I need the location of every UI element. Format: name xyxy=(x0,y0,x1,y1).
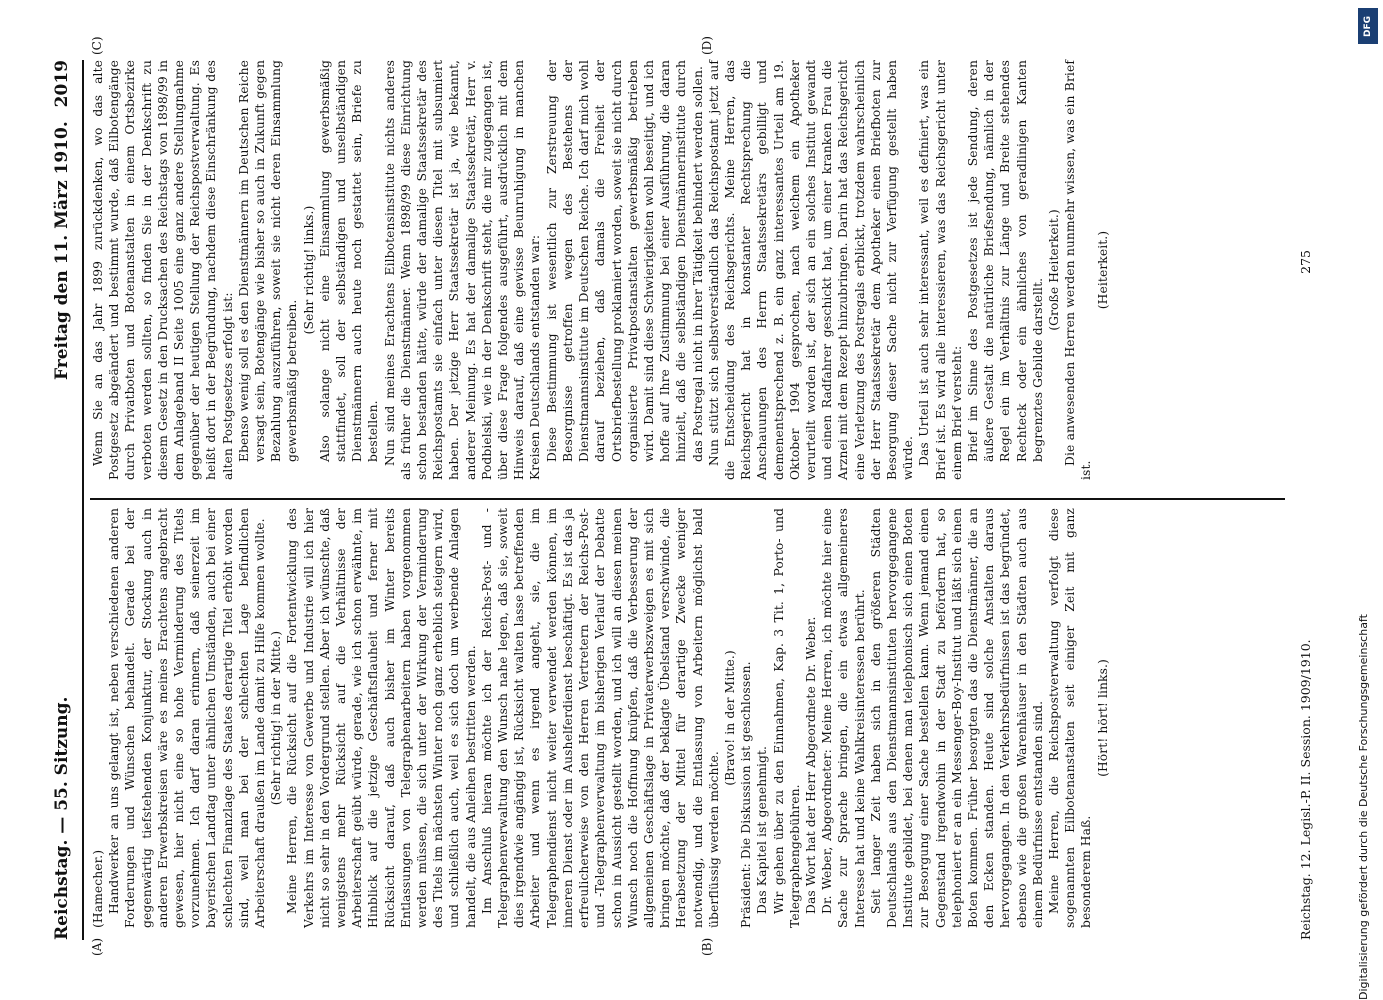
paragraph: Handwerker an uns gelangt ist, neben verschiedenen anderen Forderungen und Wünschen behandelt. Gerade bei der gegenwärtig tiefstehenden Konjunktur, der Stockung auch in anderen Erwerbskreisen wäre es meines Erachtens angebracht gewesen, hier nicht eine so hohe Verminderung des Titels vorzunehmen. Ich darf daran erinnern, daß seinerzeit im bayerischen Landtag unter ähnlichen Umständen, auch bei einer schlechten Finanzlage des Staates derartige Titel erhöht worden sind, weil man bei der schlechten Lage befindlichen Arbeiterschaft draußen im Lande damit zu Hilfe kommen wollte. xyxy=(107,508,268,928)
page-header xyxy=(52,60,84,940)
paragraph: Dr. Weber, Abgeordneter: Meine Herren, ich möchte hier eine Sache zur Sprache bringen, die ein etwas allgemeineres Interesse hat und keine Wahlkreisinteressen berührt. xyxy=(820,508,867,928)
paragraph: Brief im Sinne des Postgesetzes ist jede Sendung, deren äußere Gestalt die natürliche Briefsendung, nämlich in der Regel ein im Verhältnis zur Länge und Breite stehendes Rechteck oder ein ähnliches von geradlinigen Kanten begrenztes Gebilde darstellt. xyxy=(965,60,1045,462)
paragraph: Nun stützt sich selbstverständlich das Reichspostamt jetzt auf die Entscheidung des Reichsgerichts. Meine Herren, das Reichsgericht hat in konstanter Rechtsprechung die Anschauungen des Herrn Staatssekretärs gebilligt und demenentsprechend z. B. ein ganz interessantes Urteil am 19. Oktober 1904 gesprochen, nach welchem ein Apotheker verurteilt worden ist, der sich an ein solches Institut gewandt und einen Radfahrer geschickt hat, um einer kranken Frau die Arznei mit dem Rezept hinzubringen. Darin hat das Reichsgericht eine Verletzung des Postregals erblickt, trotzdem wahrscheinlich der Herr Staatssekretär dem Apotheker einen Briefboten zur Besorgung dieser Sache nicht zur Verfügung gestellt haben würde. xyxy=(706,60,916,480)
footer-page-number: 275 xyxy=(1298,250,1313,274)
side-credit xyxy=(1349,0,1383,1000)
header-left: Reichstag. — 55. Sitzung. xyxy=(52,696,72,940)
right-column xyxy=(90,60,1111,480)
paragraph: Seit langer Zeit haben sich in den größeren Städten Deutschlands aus den Dienstmannsinstituten hervorgegangene Institute gebildet, bei denen man telephonisch sich einen Boten zur Besorgung einer Sache bestellen kann. Wenn jemand einen Gegenstand irgendwohin in der Stadt zu befördern hat, so telephoniert er an ein Messenger-Boy-Institut und läßt sich einen Boten kommen. Früher besorgten das die Dienstmänner, die an den Ecken standen. Heute sind solche Anstalten daraus hervorgegangen. In den Verkehrsbedürfnissen ist das begründet, ebenso wie die großen Warenhäuser in den Städten auch aus einem Bedürfnisse entstanden sind. xyxy=(868,508,1045,928)
margin-mark-b: (B) xyxy=(700,937,714,956)
paragraph: Also solange nicht eine Einsammlung gewerbsmäßig stattfindet, soll der selbständigen und unselbständigen Dienstmännern auch heute noch gestattet sein, Briefe zu bestellen. xyxy=(317,60,381,462)
column-divider xyxy=(90,498,1285,500)
paragraph: Ebenso wenig soll es den Dienstmännern im Deutschen Reiche versagt sein, Botengänge wie bisher so auch in Zukunft gegen Bezahlung auszuführen, soweit sie nicht deren Einsammlung gewerbsmäßig betreiben. xyxy=(236,60,300,462)
interjection: (Sehr richtig! in der Mitte.) xyxy=(269,630,284,806)
paragraph: Meine Herren, die Reichspostverwaltung verfolgt diese sogenannten Eilbotenanstalten seit einiger Zeit mit ganz besonderem Haß. xyxy=(1046,508,1094,928)
paragraph: Im Anschluß hieran möchte ich der Reichs-Post- und -Telegraphenverwaltung den Wunsch nahe legen, daß sie, soweit dies irgendwie angängig ist, Rücksicht walten lasse betreffenden Arbeiter und wenn es irgend angeht, sie, die im Telegraphendienst nicht weiter verwendet werden können, im inneren Dienst oder im Aushelferdienst beschäftigt. Es ist das ja erfreulicherweise von den Herren Vertretern der Reichs-Post- und -Telegraphenverwaltung im bisherigen Verlauf der Debatte schon in Aussicht gestellt worden, und ich will an diesen meinen Wunsch noch die Hoffnung knüpfen, daß die Verbesserung der allgemeinen Geschäftslage in Privaterwerbszweigen es mit sich bringen möchte, daß der beklagte Übelstand verschwinde, die Herabsetzung der Mittel für derartige Zwecke weniger notwendig, und die Entlassung von Arbeitern möglichst bald überflüssig werden möchte. xyxy=(479,508,721,928)
paragraph: Das Wort hat der Herr Abgeordnete Dr. Weber. xyxy=(803,616,818,914)
interjection: (Hört! hört! links.) xyxy=(1095,659,1110,777)
interjection: (Große Heiterkeit.) xyxy=(1046,209,1061,331)
header-rule xyxy=(82,60,84,940)
dfg-logo: DFG xyxy=(1358,8,1378,44)
footer-session: Reichstag. 12. Legisl.-P. II. Session. 1909/1910. xyxy=(1298,639,1313,940)
paragraph: Nun sind meines Erachtens Eilbotensinstitute nichts anderes als früher die Dienstmänner. Wenn 1898/99 diese Einrichtung schon bestanden hätte, würde der damalige Staatssekretär des Reichspostamts sie einfach unter diesen Titel mit subsumiert haben. Der jetzige Herr Staatssekretär ist ja, wie bekannt, anderer Meinung. Es hat der damalige Staatssekretär, Herr v. Podbielski, wie in der Denkschrift steht, die mir zugegangen ist, über diese Frage folgendes ausgeführt, ausdrücklich mit dem Hinweis darauf, daß eine gewisse Beunruhigung in manchen Kreisen Deutschlands entstanden war: xyxy=(382,60,543,480)
paragraph: Diese Bestimmung ist wesentlich zur Zerstreuung der Besorgnisse getroffen wegen des Bestehens der Dienstmannsinstitute im Deutschen Reiche. Ich darf mich wohl darauf beziehen, daß damals die Freiheit der Ortsbriefbestellung proklamiert worden, soweit sie nicht durch organisierte Privatpostanstalten gewerbsmäßig betrieben wird. Damit sind diese Schwierigkeiten wohl beseitigt, und ich hoffe auf Ihre Zustimmung bei einer Ausführung, die daran hinzielt, daß die selbständigen Dienstmännerinstitute durch das Postregal nicht in ihrer Tätigkeit behindert werden sollen. xyxy=(544,60,705,462)
margin-mark-a: (A) xyxy=(90,937,104,956)
margin-mark-d: (D) xyxy=(700,36,714,55)
interjection: (Heiterkeit.) xyxy=(1095,230,1110,310)
paragraph: (Hamecher.) xyxy=(91,849,105,928)
page-number-header: 2019 xyxy=(52,60,72,108)
paragraph: Meine Herren, die Rücksicht auf die Fortentwicklung des Verkehrs im Interesse von Gewerbe und Industrie will ich hier nicht so sehr in den Vordergrund stellen. Aber ich wünschte, daß wenigstens mehr Rücksicht auf die Verhältnisse der Arbeiterschaft geübt würde, gerade, wie ich schon erwähnte, im Hinblick auf die jetzige Geschäftsflauheit und ferner mit Rücksicht darauf, daß auch bisher im Winter bereits Entlassungen von Telegraphenarbeitern haben vorgenommen werden müssen, die sich unter der Wirkung der Verminderung des Titels im nächsten Winter noch ganz erheblich steigern wird, und schließlich auch, weil es sich doch um werbende Anlagen handelt, die aus Anleihen bestritten werden. xyxy=(285,508,478,928)
interjection: (Sehr richtig! links.) xyxy=(301,205,316,335)
left-column xyxy=(90,508,1111,928)
header-center: Freitag den 11. März 1910. xyxy=(52,121,72,380)
margin-mark-c: (C) xyxy=(90,36,104,55)
paragraph: Die anwesenden Herren werden nunmehr wissen, was ein Brief ist. xyxy=(1063,60,1094,480)
paragraph: Das Urteil ist auch sehr interessant, weil es definiert, was ein Brief ist. Es wird alle interessieren, was das Reichsgericht unter einem Brief versteht: xyxy=(917,60,964,480)
paragraph: Präsident: Die Diskussion ist geschlossen. xyxy=(739,661,754,928)
interjection: (Bravo! in der Mitte.) xyxy=(722,650,737,786)
paragraph: Wir gehen über zu den Einnahmen, Kap. 3 Tit. 1, Porto- und Telegraphengebühren. xyxy=(771,508,802,928)
paragraph: Das Kapitel ist genehmigt. xyxy=(755,745,770,914)
dfg-credit-text: Digitalisierung gefördert durch die Deutsche Forschungsgemeinschaft xyxy=(1357,614,1370,1000)
paragraph: Wenn Sie an das Jahr 1899 zurückdenken, wo das alte Postgesetz abgeändert und bestimmt wurde, daß Eilbotengänge durch Privatboten und Botenanstalten in einem Ortsbezirke verboten werden sollten, so finden Sie in der Denkschrift zu diesem Gesetz in den Drucksachen des Reichstags von 1898/99 in dem Anlageband II Seite 1005 eine ganz andere Stellungnahme gegenüber der heutigen Stellung der Reichspostverwaltung. Es heißt dort in der Begründung, nachdem diese Einschränkung des alten Postgesetzes erfolgt ist: xyxy=(91,60,235,480)
